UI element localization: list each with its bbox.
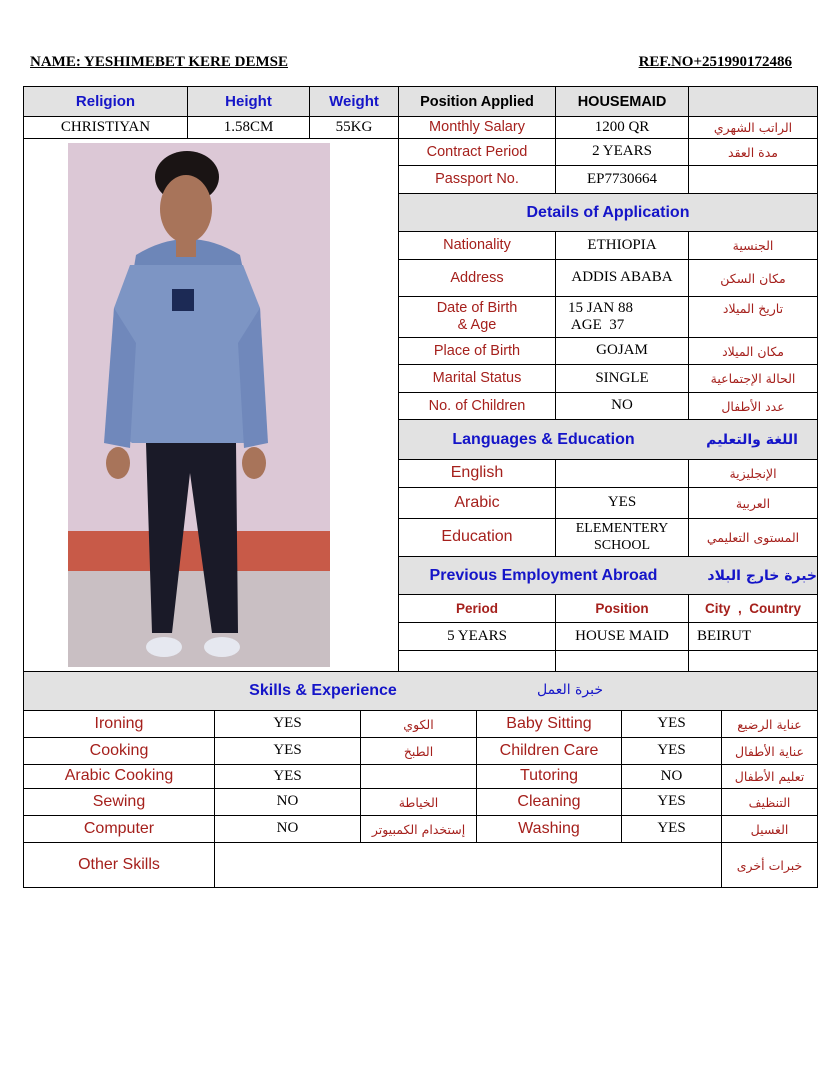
- skill-arabic-label: عناية الرضيع: [721, 710, 818, 738]
- children-label: No. of Children: [398, 392, 556, 420]
- arabic-value: YES: [555, 487, 689, 519]
- nationality-arabic-label: الجنسية: [688, 231, 818, 260]
- skill-value: YES: [621, 815, 722, 843]
- height-value: 1.58CM: [187, 116, 310, 139]
- education-arabic-label: المستوى التعليمي: [688, 518, 818, 557]
- city-country-label: City , Country: [688, 594, 818, 623]
- skill-label: Computer: [23, 815, 215, 843]
- arabic-label: Arabic: [398, 487, 556, 519]
- nationality-value: ETHIOPIA: [555, 231, 689, 260]
- skill-value: NO: [621, 764, 722, 789]
- candidate-photo: [68, 143, 330, 667]
- skill-label: Cleaning: [476, 788, 622, 816]
- skill-label: Sewing: [23, 788, 215, 816]
- position-applied-label: Position Applied: [398, 86, 556, 117]
- employment-blank-cell: [398, 650, 556, 672]
- skill-value: YES: [621, 710, 722, 738]
- skills-section-arabic-title: خبرة العمل: [537, 682, 603, 698]
- passport-label: Passport No.: [398, 165, 556, 194]
- place-of-birth-arabic-label: مكان الميلاد: [688, 337, 818, 365]
- salary-label: Monthly Salary: [398, 116, 556, 139]
- arabic-arabic-label: العربية: [688, 487, 818, 519]
- marital-status-label: Marital Status: [398, 364, 556, 393]
- other-skills-value: [214, 842, 722, 888]
- employment-blank-cell: [555, 650, 689, 672]
- english-label: English: [398, 459, 556, 488]
- details-section-title: Details of Application: [398, 193, 818, 232]
- children-value: NO: [555, 392, 689, 420]
- english-arabic-label: الإنجليزية: [688, 459, 818, 488]
- passport-value: EP7730664: [555, 165, 689, 194]
- skill-value: YES: [621, 737, 722, 765]
- position-blank-cell: [688, 86, 818, 117]
- skill-value: YES: [214, 764, 361, 789]
- employment-position-label: Position: [555, 594, 689, 623]
- skill-value: YES: [214, 710, 361, 738]
- skill-label: Washing: [476, 815, 622, 843]
- weight-label: Weight: [309, 86, 399, 117]
- skill-label: Children Care: [476, 737, 622, 765]
- passport-arabic-label: [688, 165, 818, 194]
- salary-arabic-label: الراتب الشهري: [688, 116, 818, 139]
- english-value: [555, 459, 689, 488]
- other-skills-label: Other Skills: [23, 842, 215, 888]
- dob-label: Date of Birth & Age: [398, 296, 556, 338]
- skill-arabic-label: الخياطة: [360, 788, 477, 816]
- languages-section-title: Languages & Education: [398, 419, 688, 460]
- dob-arabic-label: تاريخ الميلاد: [688, 296, 818, 338]
- skill-arabic-label: الطبخ: [360, 737, 477, 765]
- skill-arabic-label: [360, 764, 477, 789]
- skill-label: Cooking: [23, 737, 215, 765]
- skill-arabic-label: التنظيف: [721, 788, 818, 816]
- employment-section-title: Previous Employment Abroad: [398, 556, 688, 595]
- skill-arabic-label: الكوي: [360, 710, 477, 738]
- skill-value: YES: [214, 737, 361, 765]
- employment-position-value: HOUSE MAID: [555, 622, 689, 651]
- skill-label: Ironing: [23, 710, 215, 738]
- marital-status-arabic-label: الحالة الإجتماعية: [688, 364, 818, 393]
- period-label: Period: [398, 594, 556, 623]
- address-value: ADDIS ABABA: [555, 259, 689, 297]
- candidate-name: NAME: YESHIMEBET KERE DEMSE: [30, 54, 288, 70]
- contract-period-value: 2 YEARS: [555, 138, 689, 166]
- skill-label: Tutoring: [476, 764, 622, 789]
- employment-section-arabic-title: خبرة خارج البلاد: [687, 556, 818, 595]
- skill-arabic-label: تعليم الأطفال: [721, 764, 818, 789]
- contract-period-arabic-label: مدة العقد: [688, 138, 818, 166]
- languages-section-arabic-title: اللغة والتعليم: [687, 419, 818, 460]
- religion-label: Religion: [23, 86, 188, 117]
- skill-label: Arabic Cooking: [23, 764, 215, 789]
- place-of-birth-label: Place of Birth: [398, 337, 556, 365]
- nationality-label: Nationality: [398, 231, 556, 260]
- place-of-birth-value: GOJAM: [555, 337, 689, 365]
- education-label: Education: [398, 518, 556, 557]
- position-applied-value: HOUSEMAID: [555, 86, 689, 117]
- employment-period-value: 5 YEARS: [398, 622, 556, 651]
- religion-value: CHRISTIYAN: [23, 116, 188, 139]
- dob-value: 15 JAN 88 AGE 37: [555, 296, 689, 338]
- children-arabic-label: عدد الأطفال: [688, 392, 818, 420]
- skills-section-title: Skills & Experience: [249, 682, 397, 699]
- skill-arabic-label: إستخدام الكمبيوتر: [360, 815, 477, 843]
- skill-value: NO: [214, 788, 361, 816]
- employment-city-value: BEIRUT: [688, 622, 818, 651]
- skill-value: YES: [621, 788, 722, 816]
- reference-number: REF.NO+251990172486: [638, 54, 792, 70]
- education-value: ELEMENTERY SCHOOL: [555, 518, 689, 557]
- skill-arabic-label: الغسيل: [721, 815, 818, 843]
- skill-label: Baby Sitting: [476, 710, 622, 738]
- skill-arabic-label: عناية الأطفال: [721, 737, 818, 765]
- employment-blank-cell: [688, 650, 818, 672]
- skill-value: NO: [214, 815, 361, 843]
- salary-value: 1200 QR: [555, 116, 689, 139]
- marital-status-value: SINGLE: [555, 364, 689, 393]
- other-skills-arabic-label: خبرات أخرى: [721, 842, 818, 888]
- contract-period-label: Contract Period: [398, 138, 556, 166]
- address-label: Address: [398, 259, 556, 297]
- weight-value: 55KG: [309, 116, 399, 139]
- address-arabic-label: مكان السكن: [688, 259, 818, 297]
- height-label: Height: [187, 86, 310, 117]
